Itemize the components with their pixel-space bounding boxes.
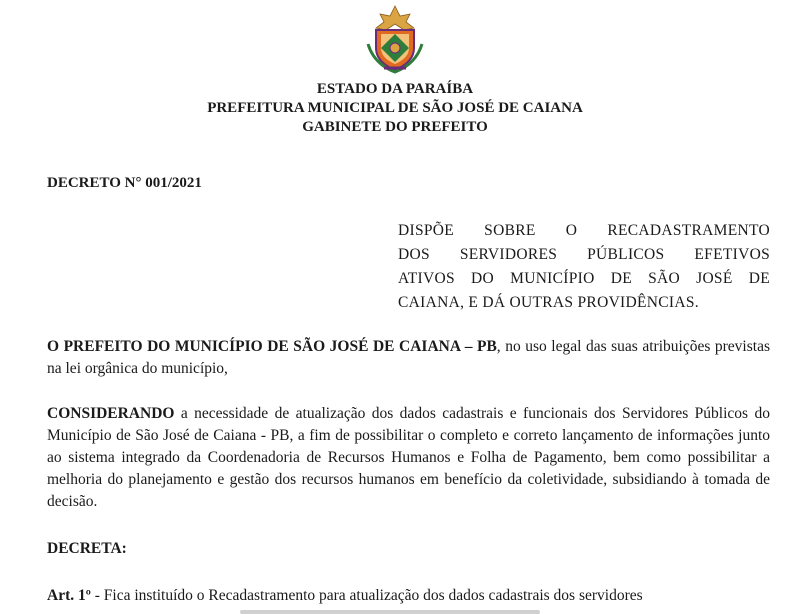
summary-line-2: DOS SERVIDORES PÚBLICOS EFETIVOS bbox=[398, 246, 770, 263]
preamble-text: , no uso legal das suas atribuições previstas na lei orgânica do município, bbox=[47, 338, 770, 377]
considerando-bold: CONSIDERANDO bbox=[47, 405, 175, 422]
summary-line-1: DISPÕE SOBRE O RECADASTRAMENTO bbox=[398, 222, 770, 239]
header-cabinet: GABINETE DO PREFEITO bbox=[302, 119, 488, 135]
summary-line-3: ATIVOS DO MUNICÍPIO DE SÃO JOSÉ DE bbox=[398, 270, 770, 287]
article-1-label: Art. 1º bbox=[47, 587, 91, 604]
header-prefecture: PREFEITURA MUNICIPAL DE SÃO JOSÉ DE CAIANA bbox=[207, 100, 583, 116]
article-1 bbox=[47, 585, 770, 607]
preamble-paragraph bbox=[47, 336, 770, 380]
preamble-bold: O PREFEITO DO MUNICÍPIO DE SÃO JOSÉ DE CAIANA – PB bbox=[47, 338, 497, 355]
considerando-text: a necessidade de atualização dos dados cadastrais e funcionais dos Servidores Públicos do Município de São José de Caiana - PB, a fim de possibilitar o completo e correto lançamento de informações junto ao sistema integrado da Coordenadoria de Recursos Humanos e Folha de Pagamento, bem como possibilitar a melhoria do planejamento e gestão dos recursos humanos em benefício da coletividade, subsidiando à tomada de decisão. bbox=[47, 405, 770, 510]
decree-number: DECRETO N° 001/2021 bbox=[47, 175, 202, 191]
summary-line-4: CAIANA, E DÁ OUTRAS PROVIDÊNCIAS. bbox=[398, 294, 699, 311]
header-state: ESTADO DA PARAÍBA bbox=[316, 81, 474, 97]
document-header bbox=[0, 80, 790, 137]
decree-summary bbox=[398, 219, 770, 315]
decreta-heading: DECRETA: bbox=[47, 540, 127, 557]
scroll-indicator[interactable] bbox=[240, 610, 540, 614]
article-1-text: - Fica instituído o Recadastramento para atualização dos dados cadastrais dos servidores bbox=[90, 587, 643, 604]
municipal-coat-of-arms-icon bbox=[364, 4, 426, 74]
considerando-paragraph bbox=[47, 403, 770, 513]
